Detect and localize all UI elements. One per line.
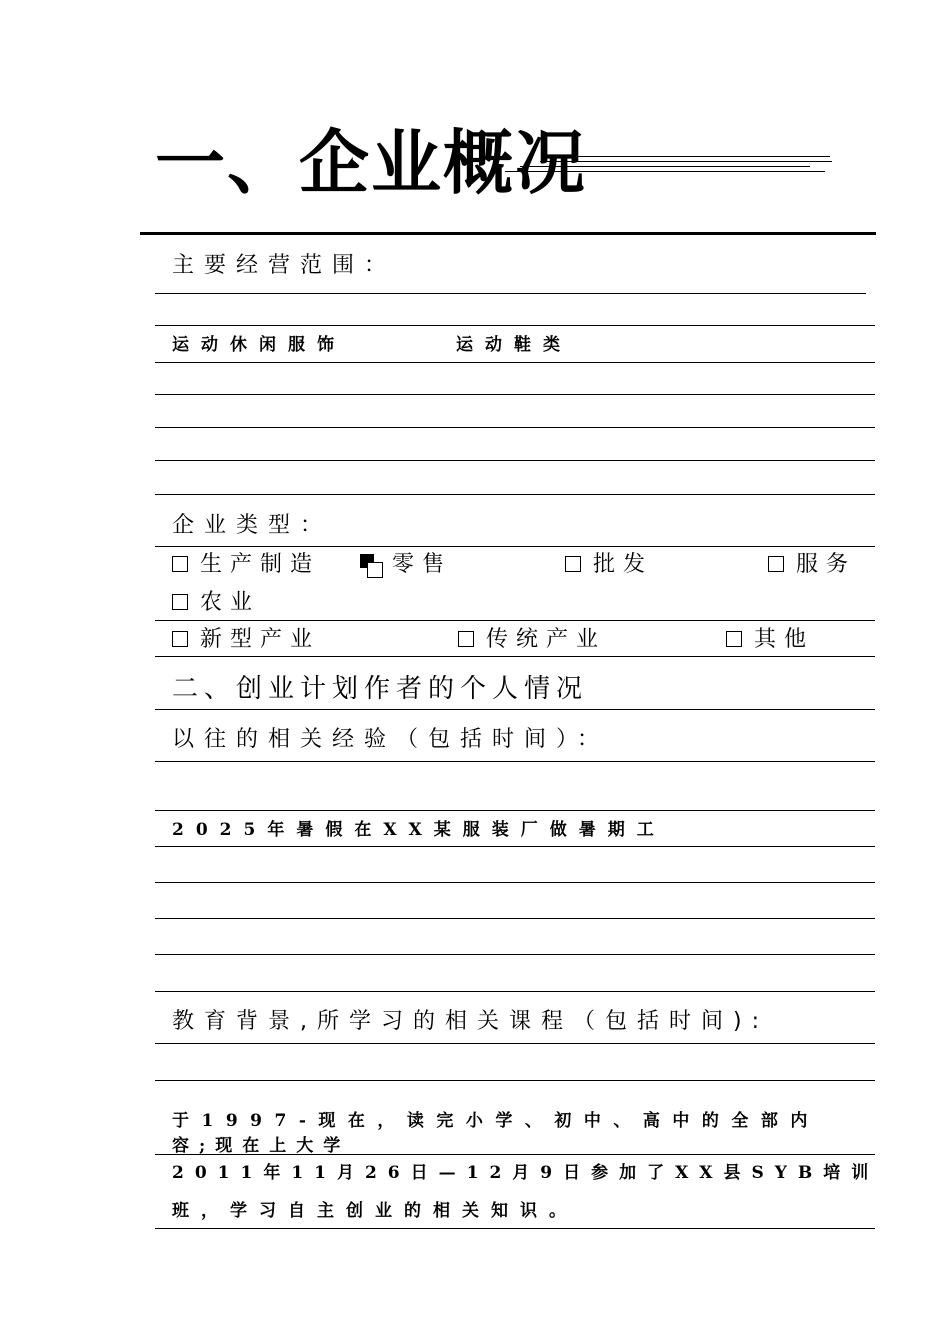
rule <box>155 325 875 326</box>
rule <box>155 882 875 883</box>
page-title: 一、企业概况 <box>155 122 587 204</box>
rule <box>155 293 866 294</box>
business-scope-item-1: 运动休闲服饰 <box>172 335 346 355</box>
rule <box>155 1154 875 1155</box>
experience-label: 以往的相关经验（包括时间）： <box>172 727 610 752</box>
education-label: 教育背景,所学习的相关课程（包括时间): <box>172 1009 769 1034</box>
option-traditional-industry[interactable]: 传统产业 <box>458 622 606 653</box>
option-retail[interactable]: 零售 <box>392 552 453 577</box>
enterprise-type-label: 企业类型： <box>172 513 333 538</box>
option-service[interactable]: 服务 <box>768 547 856 578</box>
rule <box>155 494 875 495</box>
experience-item-1: 2025年暑假在XX某服装厂做暑期工 <box>172 820 666 840</box>
business-scope-label: 主要经营范围： <box>172 253 397 278</box>
rule <box>155 954 875 955</box>
option-wholesale[interactable]: 批发 <box>565 547 653 578</box>
checkbox-wholesale[interactable] <box>565 556 581 572</box>
checkbox-new-industry[interactable] <box>172 631 188 647</box>
checkbox-agriculture[interactable] <box>172 594 188 610</box>
checkbox-traditional-industry[interactable] <box>458 631 474 647</box>
rule <box>155 810 875 811</box>
rule <box>155 362 875 363</box>
section-2-title: 二、创业计划作者的个人情况 <box>172 674 589 704</box>
rule <box>155 761 875 762</box>
section-top-rule <box>140 232 876 235</box>
checkbox-production[interactable] <box>172 556 188 572</box>
rule <box>155 918 875 919</box>
checkbox-other[interactable] <box>726 631 742 647</box>
rule <box>155 394 875 395</box>
rule <box>155 460 875 461</box>
education-item-2-line-1: 2011年11月26日—12月9日参加了XX县SYB培训 <box>172 1163 880 1183</box>
option-production[interactable]: 生产制造 <box>172 547 320 578</box>
education-item-1-line-2: 容;现在上大学 <box>172 1136 351 1156</box>
rule <box>155 846 875 847</box>
option-new-industry[interactable]: 新型产业 <box>172 622 320 653</box>
business-scope-item-2: 运动鞋类 <box>456 335 572 355</box>
checkbox-service[interactable] <box>768 556 784 572</box>
education-item-2-line-2: 班，学习自主创业的相关知识。 <box>172 1201 578 1221</box>
rule <box>155 709 875 710</box>
rule <box>155 1043 875 1044</box>
rule <box>155 656 875 657</box>
rule <box>155 1228 875 1229</box>
rule <box>155 991 875 992</box>
option-agriculture[interactable]: 农业 <box>172 585 260 616</box>
education-item-1-line-1: 于1997-现在，读完小学、初中、高中的全部内 <box>172 1111 820 1131</box>
option-other[interactable]: 其他 <box>726 622 814 653</box>
rule <box>155 1080 875 1081</box>
rule <box>155 427 875 428</box>
rule <box>155 620 875 621</box>
